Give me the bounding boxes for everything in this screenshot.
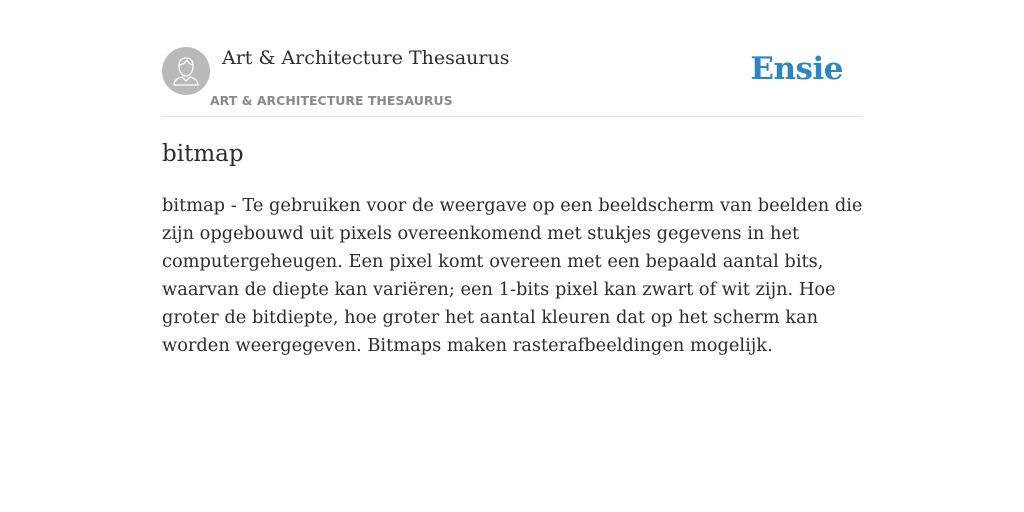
brand-logo[interactable]: Ensie	[750, 51, 843, 87]
author-avatar[interactable]	[162, 47, 210, 95]
header	[162, 40, 862, 117]
definition-text: bitmap - Te gebruiken voor de weergave op een beeldscherm van beelden die zijn opgebouwd uit pixels overeenkomend met stukjes gegevens in het computergeheugen. Een pixel komt overeen met een bepaald aantal bits, waarvan de diepte kan variëren; een 1-bits pixel kan zwart of wit zijn. Hoe groter de bitdiepte, hoe groter het aantal kleuren dat op het scherm kan worden weergegeven. Bitmaps maken rasterafbeeldingen mogelijk.	[162, 195, 863, 356]
user-icon	[162, 47, 210, 95]
author-subtitle[interactable]: ART & ARCHITECTURE THESAURUS	[210, 93, 453, 108]
author-name[interactable]: Art & Architecture Thesaurus	[222, 47, 510, 69]
term-title: bitmap	[162, 141, 244, 167]
